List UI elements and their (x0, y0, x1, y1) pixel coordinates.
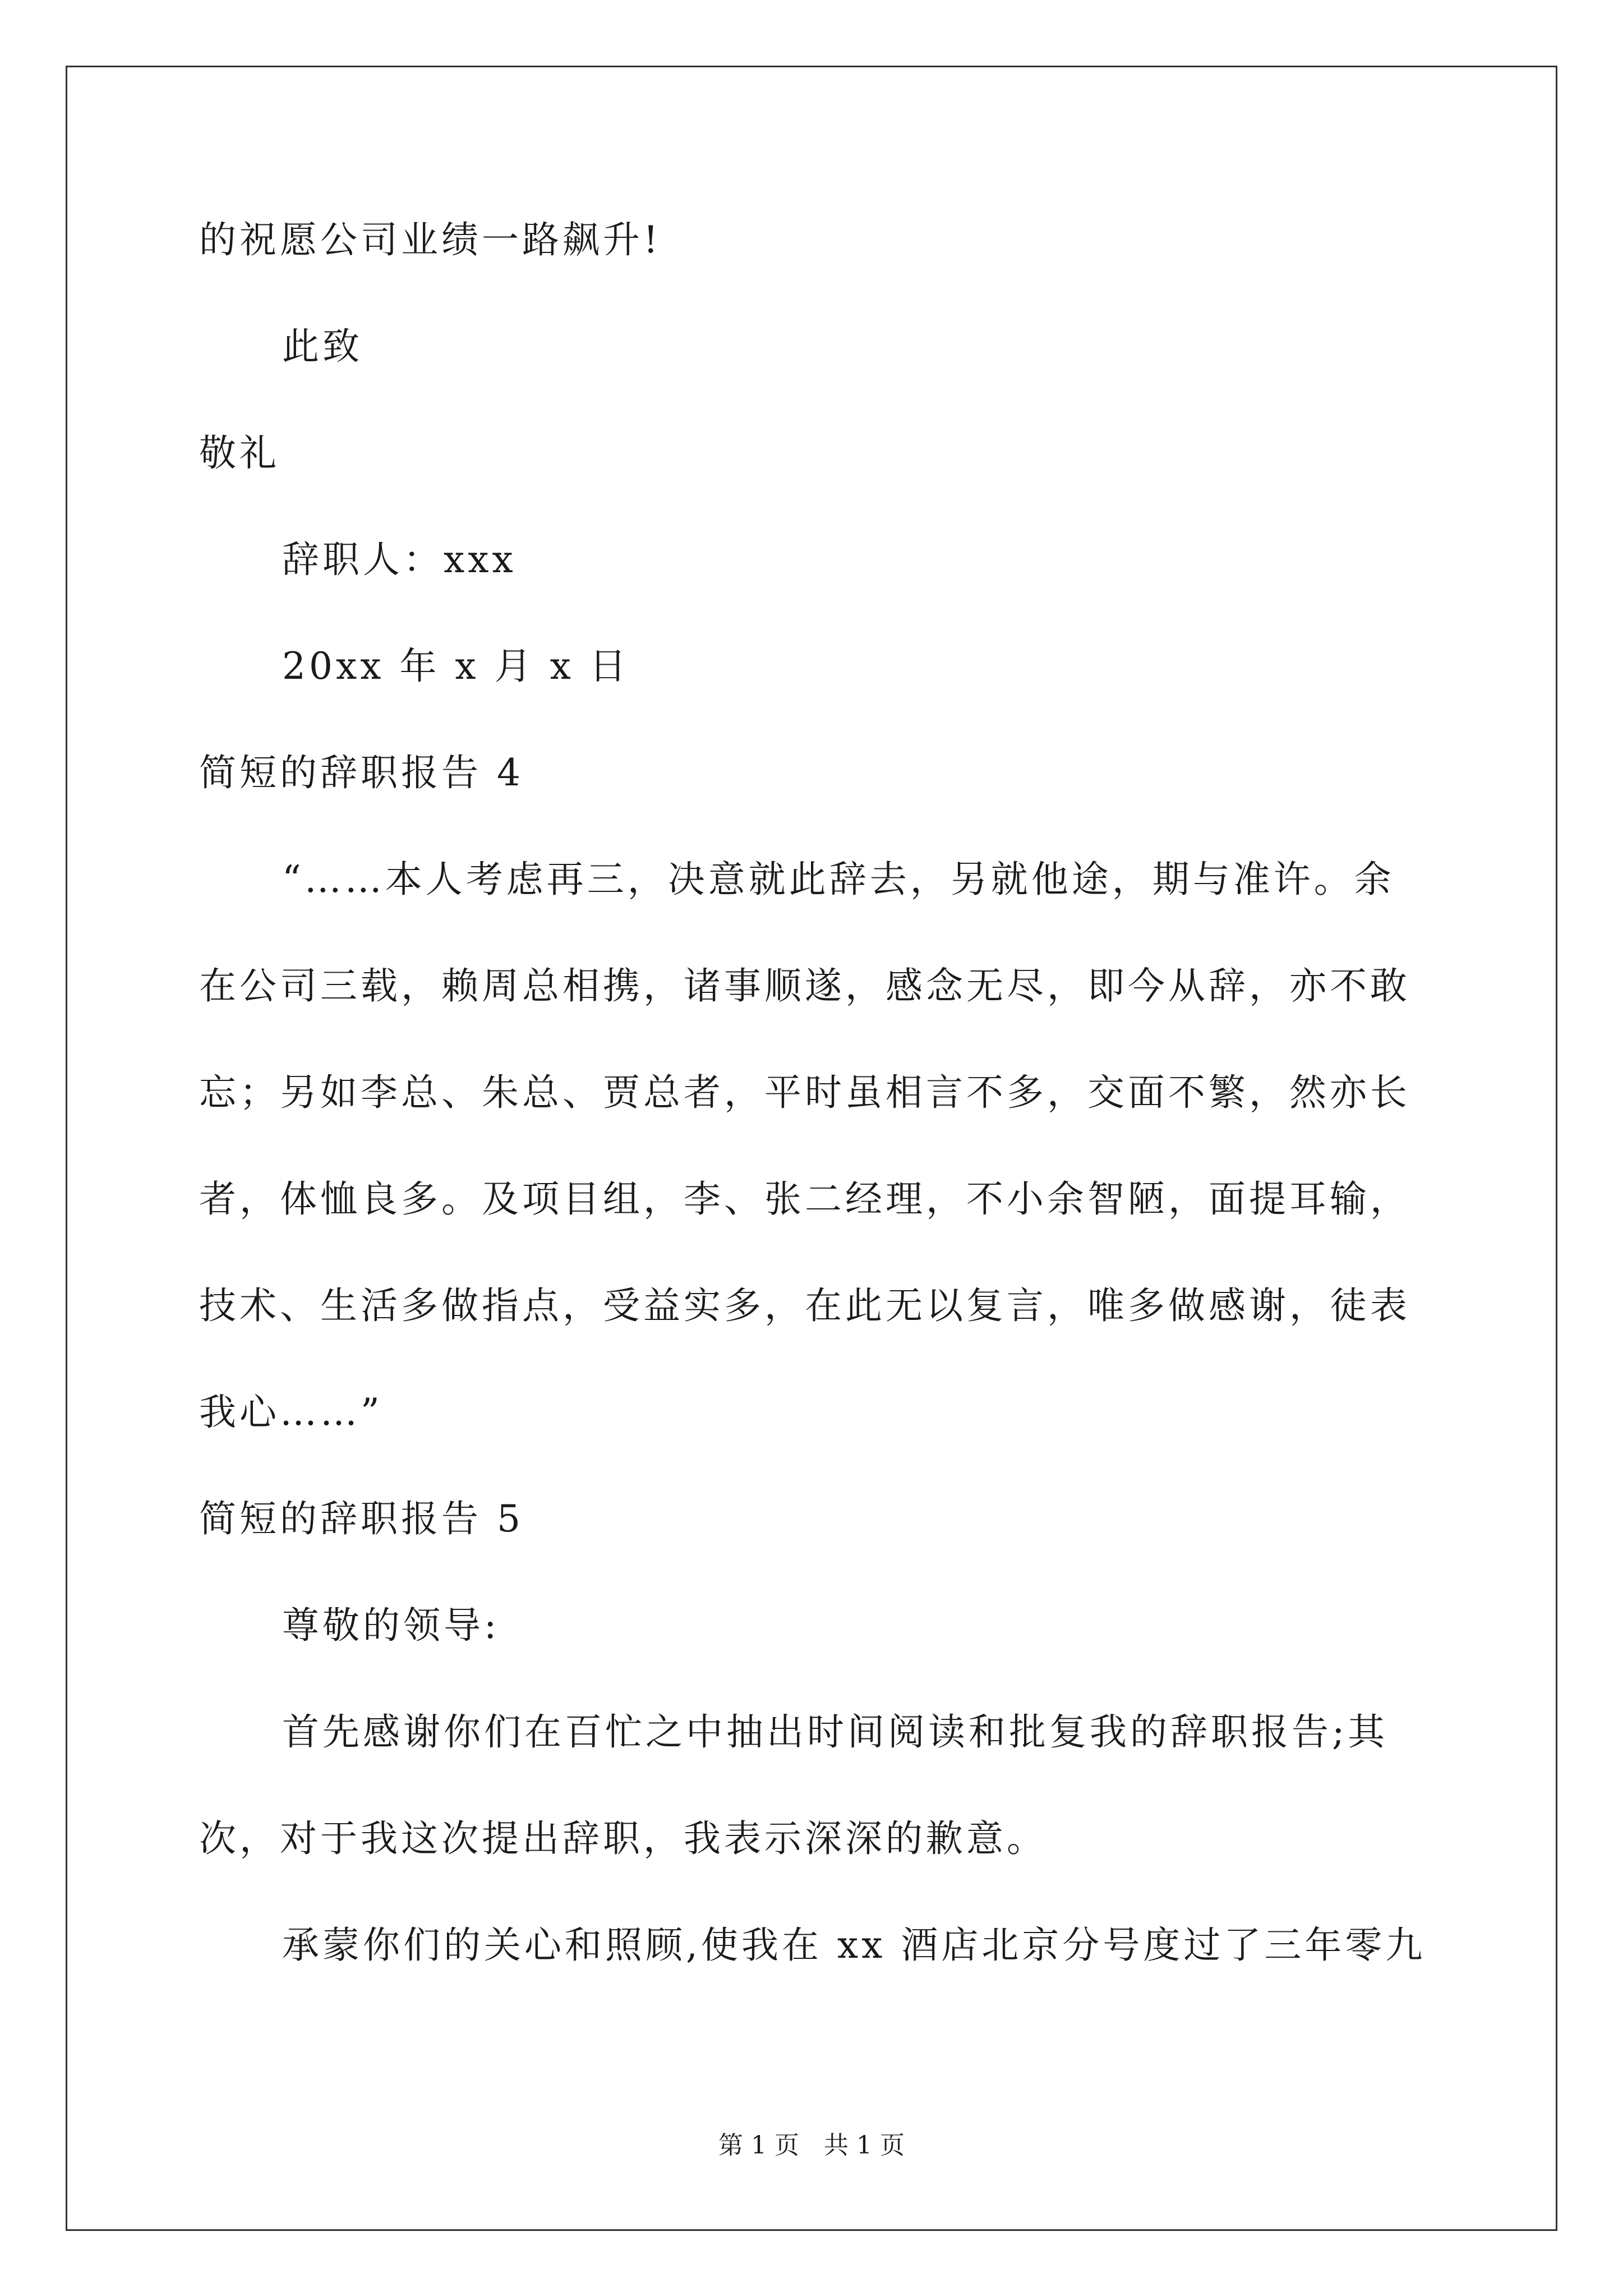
closing-respect: 敬礼 (199, 431, 280, 475)
closing-salutation: 此致 (282, 325, 363, 368)
text-line: 我心……” (199, 1391, 383, 1434)
text-line: 首先感谢你们在百忙之中抽出时间阅读和批复我的辞职报告;其 (282, 1710, 1389, 1754)
text-line: 者，体恤良多。及项目组，李、张二经理，不小余智陋，面提耳输， (199, 1177, 1410, 1221)
text-line: 在公司三载，赖周总相携，诸事顺遂，感念无尽，即今从辞，亦不敢 (199, 964, 1410, 1007)
text-line: 技术、生活多做指点，受益实多，在此无以复言，唯多做感谢，徒表 (199, 1284, 1410, 1327)
greeting-line: 尊敬的领导: (282, 1604, 500, 1647)
section-heading: 简短的辞职报告 4 (199, 751, 524, 794)
signature-line: 辞职人：xxx (282, 538, 517, 581)
text-line: 承蒙你们的关心和照顾,使我在 xx 酒店北京分号度过了三年零九 (282, 1924, 1426, 1967)
text-line: 次，对于我这次提出辞职，我表示深深的歉意。 (199, 1817, 1047, 1860)
page-footer: 第 1 页 共 1 页 (718, 2131, 905, 2160)
page-frame (66, 66, 1557, 2231)
text-line: 忘；另如李总、朱总、贾总者，平时虽相言不多，交面不繁，然亦长 (199, 1071, 1410, 1114)
text-line: 的祝愿公司业绩一路飙升! (199, 218, 662, 261)
text-line: “……本人考虑再三，决意就此辞去，另就他途，期与准许。余 (282, 858, 1395, 901)
section-heading: 简短的辞职报告 5 (199, 1497, 524, 1540)
date-line: 20xx 年 x 月 x 日 (282, 645, 630, 688)
